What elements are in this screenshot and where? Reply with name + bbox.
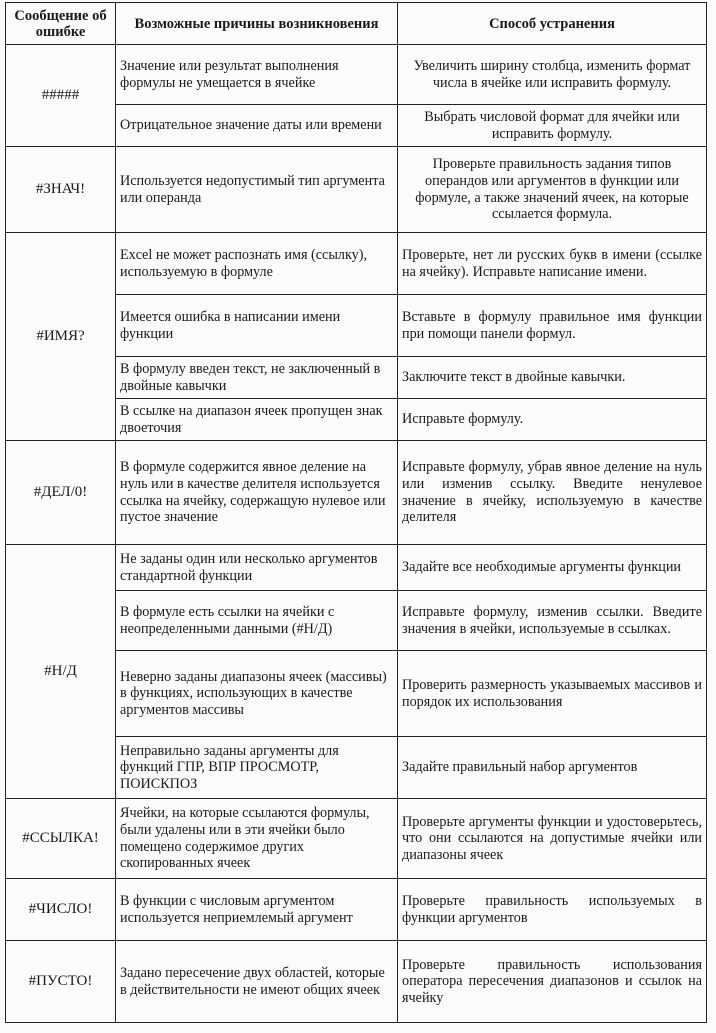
- cause-cell: В функции с числовым аргументом используется неприемлемый аргумент: [116, 879, 398, 941]
- header-fix-method: Способ устранения: [398, 3, 707, 45]
- cause-cell: В ссылке на диапазон ячеек пропущен знак двоеточия: [116, 399, 398, 441]
- fix-cell: Проверьте правильность задания типов операндов или аргументов в функции или формуле, а также значений ячеек, на которые ссылается формула.: [398, 147, 707, 233]
- table-row: [6, 45, 707, 105]
- header-possible-causes: Возможные причины возникновения: [116, 3, 398, 45]
- table-row: [6, 879, 707, 941]
- cause-cell: Задано пересечение двух областей, которые в действительности не имеют общих ячеек: [116, 941, 398, 1023]
- cause-cell: Не заданы один или несколько аргументов стандартной функции: [116, 545, 398, 591]
- cause-cell: Отрицательное значение даты или времени: [116, 105, 398, 147]
- fix-cell: Задайте правильный набор аргументов: [398, 737, 707, 799]
- error-code: #ЗНАЧ!: [6, 147, 116, 233]
- cause-cell: Значение или результат выполнения формулы не умещается в ячейке: [116, 45, 398, 105]
- cause-cell: В формулу введен текст, не заключенный в двойные кавычки: [116, 357, 398, 399]
- table-row: [6, 147, 707, 233]
- header-row: [6, 3, 707, 45]
- header-error-message: Сообщение об ошибке: [6, 3, 116, 45]
- cause-cell: Неправильно заданы аргументы для функций ГПР, ВПР ПРОСМОТР, ПОИСКПОЗ: [116, 737, 398, 799]
- error-code: #####: [6, 45, 116, 147]
- fix-cell: Проверьте правильность использования оператора пересечения диапазонов и ссылок на ячейку: [398, 941, 707, 1023]
- fix-cell: Вставьте в формулу правильное имя функции при помощи панели формул.: [398, 295, 707, 357]
- cause-cell: В формуле содержится явное деление на нуль или в качестве делителя используется ссылка на ячейку, содержащую нулевое или пустое значение: [116, 441, 398, 545]
- cause-cell: Excel не может распознать имя (ссылку), используемую в формуле: [116, 233, 398, 295]
- fix-cell: Исправьте формулу, убрав явное деление на нуль или изменив ссылку. Введите ненулевое значение в ячейку, используемую в качестве делителя: [398, 441, 707, 545]
- error-code: #ДЕЛ/0!: [6, 441, 116, 545]
- error-code: #Н/Д: [6, 545, 116, 799]
- fix-cell: Проверить размерность указываемых массивов и порядок их использования: [398, 651, 707, 737]
- cause-cell: Имеется ошибка в написании имени функции: [116, 295, 398, 357]
- fix-cell: Исправьте формулу, изменив ссылки. Введите значения в ячейки, используемые в ссылках.: [398, 591, 707, 651]
- fix-cell: Задайте все необходимые аргументы функции: [398, 545, 707, 591]
- error-table: [5, 2, 707, 1023]
- fix-cell: Проверьте, нет ли русских букв в имени (ссылке на ячейку). Исправьте написание имени.: [398, 233, 707, 295]
- error-code: #ИМЯ?: [6, 233, 116, 441]
- error-code: #ССЫЛКА!: [6, 799, 116, 879]
- fix-cell: Исправьте формулу.: [398, 399, 707, 441]
- error-code: #ПУСТО!: [6, 941, 116, 1023]
- table-row: [6, 941, 707, 1023]
- fix-cell: Увеличить ширину столбца, изменить формат числа в ячейке или исправить формулу.: [398, 45, 707, 105]
- table-row: [6, 441, 707, 545]
- fix-cell: Выбрать числовой формат для ячейки или исправить формулу.: [398, 105, 707, 147]
- cause-cell: Ячейки, на которые ссылаются формулы, были удалены или в эти ячейки было помещено содержимое других скопированных ячеек: [116, 799, 398, 879]
- table-row: [6, 545, 707, 591]
- cause-cell: Неверно заданы диапазоны ячеек (массивы) в функциях, использующих в качестве аргументов массивы: [116, 651, 398, 737]
- fix-cell: Заключите текст в двойные кавычки.: [398, 357, 707, 399]
- cause-cell: В формуле есть ссылки на ячейки с неопределенными данными (#Н/Д): [116, 591, 398, 651]
- fix-cell: Проверьте правильность используемых в функции аргументов: [398, 879, 707, 941]
- cause-cell: Используется недопустимый тип аргумента или операнда: [116, 147, 398, 233]
- fix-cell: Проверьте аргументы функции и удостоверьтесь, что они ссылаются на допустимые ячейки или диапазоны ячеек: [398, 799, 707, 879]
- table-row: [6, 233, 707, 295]
- error-code: #ЧИСЛО!: [6, 879, 116, 941]
- table-row: [6, 799, 707, 879]
